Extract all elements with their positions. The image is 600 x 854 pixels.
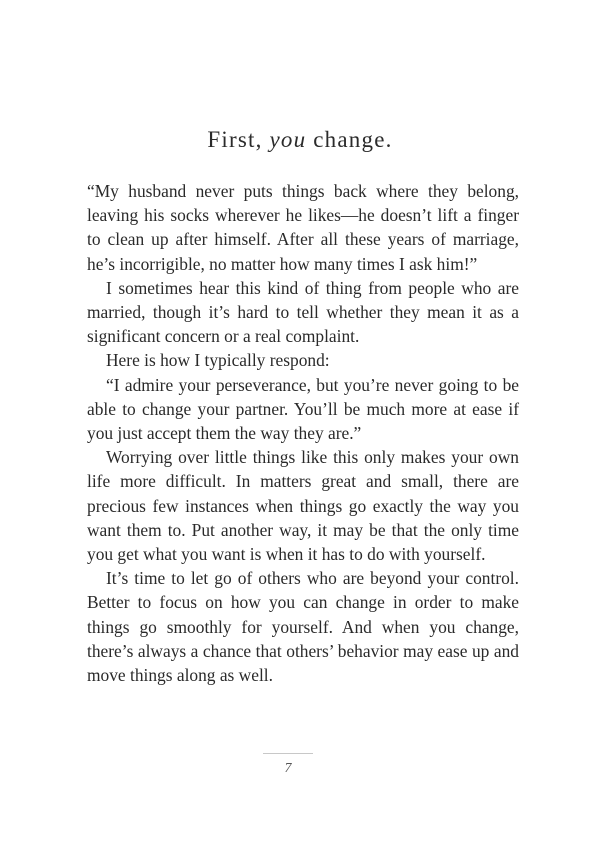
paragraph: “I admire your perseverance, but you’re never going to be able to change your partner. You’ll be much more at ease if you just accept them the way they are.” (87, 374, 519, 444)
paragraph: Worrying over little things like this only makes your own life more difficult. In matters great and small, there are precious few instances when things go exactly the way you want them to. Put another way, it may be that the only time you get what you want is when it has to do with yourself. (87, 447, 519, 565)
footer-divider (263, 753, 313, 754)
chapter-title-prefix: First, (207, 127, 270, 152)
paragraph: I sometimes hear this kind of thing from people who are married, though it’s hard to tell whether they mean it as a significant concern or a real complaint. (87, 277, 519, 347)
paragraph: It’s time to let go of others who are beyond your control. Better to focus on how you can change in order to make things go smoothly for yourself. And when you change, there’s always a chance that others’ behavior may ease up and move things along as well. (87, 568, 519, 686)
page-number: 7 (284, 761, 292, 776)
chapter-title-emphasis: you (269, 127, 307, 152)
chapter-title (0, 127, 600, 153)
paragraph-quote: “My husband never puts things back where they belong, leaving his socks wherever he likes—he doesn’t lift a finger to clean up after himself. After all these years of marriage, he’s incorrigible, no matter how many times I ask him!” (87, 181, 519, 274)
chapter-title-suffix: change. (306, 127, 393, 152)
body-text (87, 179, 519, 687)
paragraph: Here is how I typically respond: (106, 350, 330, 371)
